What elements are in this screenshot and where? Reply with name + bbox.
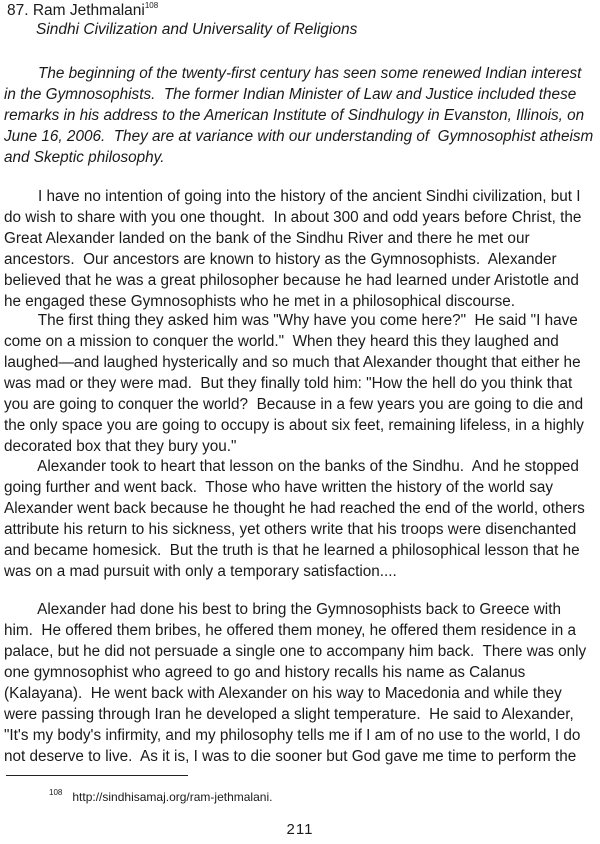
text-line: him. He offered them bribes, he offered them money, he offered them residence in a — [4, 622, 576, 639]
entry-number-title: 87. Ram Jethmalani — [7, 2, 145, 19]
text-line: do wish to share with you one thought. In about 300 and odd years before Christ, the — [4, 209, 582, 226]
text-line: and became homesick. But the truth is that he learned a philosophical lesson that he — [4, 542, 580, 559]
entry-heading — [7, 2, 158, 20]
text-line: palace, but he did not persuade a single one to accompany him back. There was only — [4, 643, 587, 660]
text-line: I have no intention of going into the history of the ancient Sindhi civilization, but I — [4, 188, 581, 205]
text-line: and Skeptic philosophy. — [4, 149, 165, 166]
footnote-reference: 108 — [144, 1, 159, 10]
text-line: the only space you are going to occupy is about six feet, remaining lifeless, in a highly — [4, 417, 584, 434]
paragraph — [0, 186, 600, 312]
text-line: June 16, 2006. They are at variance with our understanding of Gymnosophist atheism — [4, 128, 594, 145]
footnote — [49, 790, 272, 804]
text-line: were passing through Iran he developed a slight temperature. He said to Alexander, — [4, 706, 574, 723]
text-line: Alexander had done his best to bring the Gymnosophists back to Greece with — [4, 601, 561, 618]
page-number: 211 — [286, 821, 314, 838]
text-line: Alexander took to heart that lesson on the banks of the Sindhu. And he stopped — [4, 458, 579, 475]
footnote-number: 108 — [49, 788, 63, 797]
text-line: laughed—and laughed hysterically and so much that Alexander thought that either he — [4, 354, 581, 371]
text-line: The first thing they asked him was "Why have you come here?" He said "I have — [4, 312, 578, 329]
text-line: remarks in his address to the American Institute of Sindhulogy in Evanston, Illinois, on — [4, 107, 585, 124]
paragraph — [0, 456, 600, 582]
paragraph — [0, 599, 600, 767]
text-line: decorated box that they bury you." — [4, 438, 237, 455]
text-line: going further and went back. Those who have written the history of the world say — [4, 479, 554, 496]
entry-subtitle: Sindhi Civilization and Universality of Religions — [36, 21, 358, 38]
footnote-text: http://sindhisamaj.org/ram-jethmalani. — [72, 790, 273, 804]
footnote-divider — [6, 775, 188, 776]
text-line: he engaged these Gymnosophists who he met in a philosophical discourse. — [4, 293, 516, 310]
text-line: was mad or they were mad. But they finally told him: "How the hell do you think that — [4, 375, 573, 392]
text-line: you are going to conquer the world? Because in a few years you are going to die and — [4, 396, 584, 413]
text-line: The beginning of the twenty-first century has seen some renewed Indian interest — [4, 65, 582, 82]
text-line: come on a mission to conquer the world." When they heard this they laughed and — [4, 333, 559, 350]
text-line: believed that he was a great philosopher because he had learned under Aristotle and — [4, 272, 579, 289]
text-line: "It's my body's infirmity, and my philosophy tells me if I am of no use to the world, I do — [4, 727, 581, 744]
text-line: ancestors. Our ancestors are known to history as the Gymnosophists. Alexander — [4, 251, 557, 268]
paragraph — [0, 310, 600, 457]
text-line: Alexander went back because he thought he had reached the end of the world, others — [4, 500, 585, 517]
text-line: (Kalayana). He went back with Alexander on his way to Macedonia and while they — [4, 685, 562, 702]
text-line: was on a mad pursuit with only a temporary satisfaction.... — [4, 563, 397, 580]
text-line: in the Gymnosophists. The former Indian Minister of Law and Justice included these — [4, 86, 577, 103]
text-line: attribute his return to his sickness, yet others write that his troops were disenchanted — [4, 521, 577, 538]
text-line: one gymnosophist who agreed to go and history recalls his name as Calanus — [4, 664, 526, 681]
text-line: not deserve to live. As it is, I was to die sooner but God gave me time to perform the — [4, 748, 577, 765]
paragraph-intro — [0, 63, 600, 168]
text-line: Great Alexander landed on the bank of the Sindhu River and there he met our — [4, 230, 530, 247]
